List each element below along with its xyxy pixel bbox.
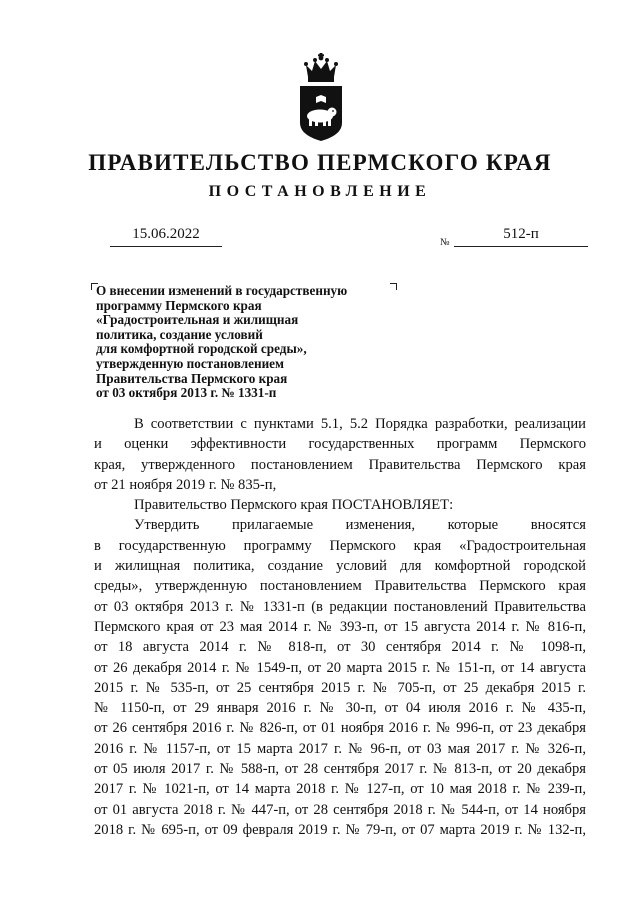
body-line: в государственную программу Пермского края «Градостроительная (94, 537, 586, 554)
document-type: ПОСТАНОВЛЕНИЕ (208, 183, 432, 200)
body-line: и оценки эффективности государственных программ Пермского (94, 436, 586, 453)
body-line: 2015 г. № 535-п, от 25 сентября 2015 г. № 705-п, от 25 декабря 2015 г. (94, 679, 586, 696)
government-title: ПРАВИТЕЛЬСТВО ПЕРМСКОГО КРАЯ (88, 150, 552, 175)
body-line: края, утвержденного постановлением Правительства Пермского края (94, 456, 586, 473)
body-line: от 05 июля 2017 г. № 588-п, от 28 сентября 2017 г. № 813-п, от 20 декабря (94, 761, 586, 778)
body-line: Пермского края от 23 мая 2014 г. № 393-п, от 15 августа 2014 г. № 816-п, (94, 618, 586, 635)
body-line: Правительство Пермского края ПОСТАНОВЛЯЕТ: (134, 497, 454, 514)
document-number-field (440, 225, 588, 247)
number-underline (454, 246, 588, 247)
subject-corner-right (390, 283, 397, 290)
document-date: 15.06.2022 (132, 226, 200, 242)
body-line: от 21 ноября 2019 г. № 835-п, (94, 476, 277, 493)
body-line: от 18 августа 2014 г. № 818-п, от 30 сентября 2014 г. № 1098-п, (94, 639, 586, 656)
subject-line: политика, создание условий (96, 326, 263, 342)
body-line: и жилищная политика, создание условий для комфортной городской (94, 558, 586, 575)
subject-corner-left (91, 283, 98, 290)
document-body (94, 414, 586, 840)
subject-line: утвержденную постановлением (96, 355, 285, 371)
paragraph-resolves (94, 495, 586, 515)
subject-line: «Градостроительная и жилищная (96, 312, 299, 328)
body-line: от 26 декабря 2014 г. № 1549-п, от 20 марта 2015 г. № 151-п, от 14 августа (94, 659, 586, 676)
document-number: 512-п (503, 226, 539, 242)
paragraph-legal-basis (94, 414, 586, 495)
body-line: от 03 октября 2013 г. № 1331-п (в редакции постановлений Правительства (94, 598, 586, 615)
body-line: от 01 августа 2018 г. № 447-п, от 28 сентября 2018 г. № 544-п, от 14 ноября (94, 801, 586, 818)
paragraph-approve-changes (94, 515, 586, 840)
subject-line: программу Пермского края (96, 297, 262, 313)
subject-line: для комфортной городской среды», (96, 341, 307, 357)
body-line: 2017 г. № 1021-п, от 14 марта 2018 г. № 127-п, от 10 мая 2018 г. № 239-п, (94, 781, 586, 798)
document-subject (96, 284, 416, 401)
subject-line: Правительства Пермского края (96, 370, 288, 386)
body-line: № 1150-п, от 29 января 2016 г. № 30-п, от 04 июля 2016 г. № 435-п, (94, 700, 586, 717)
body-line: Утвердить прилагаемые изменения, которые вносятся (134, 517, 586, 534)
subject-line: О внесении изменений в государственную (96, 283, 348, 298)
body-line: от 26 сентября 2016 г. № 826-п, от 01 ноября 2016 г. № 996-п, от 23 декабря (94, 720, 586, 737)
document-date-field (110, 225, 222, 247)
body-line: В соответствии с пунктами 5.1, 5.2 Порядка разработки, реализации (134, 416, 586, 432)
date-underline (110, 246, 222, 247)
subject-line: от 03 октября 2013 г. № 1331-п (96, 385, 277, 401)
crown-icon (304, 53, 338, 82)
body-line: 2016 г. № 1157-п, от 15 марта 2017 г. № 96-п, от 03 мая 2017 г. № 326-п, (94, 740, 586, 757)
body-line: 2018 г. № 695-п, от 09 февраля 2019 г. № 79-п, от 07 марта 2019 г. № 132-п, (94, 821, 586, 838)
body-line: среды», утвержденную постановлением Правительства Пермского края (94, 578, 586, 595)
number-sign: № (440, 237, 450, 248)
coat-of-arms-emblem (296, 53, 346, 143)
